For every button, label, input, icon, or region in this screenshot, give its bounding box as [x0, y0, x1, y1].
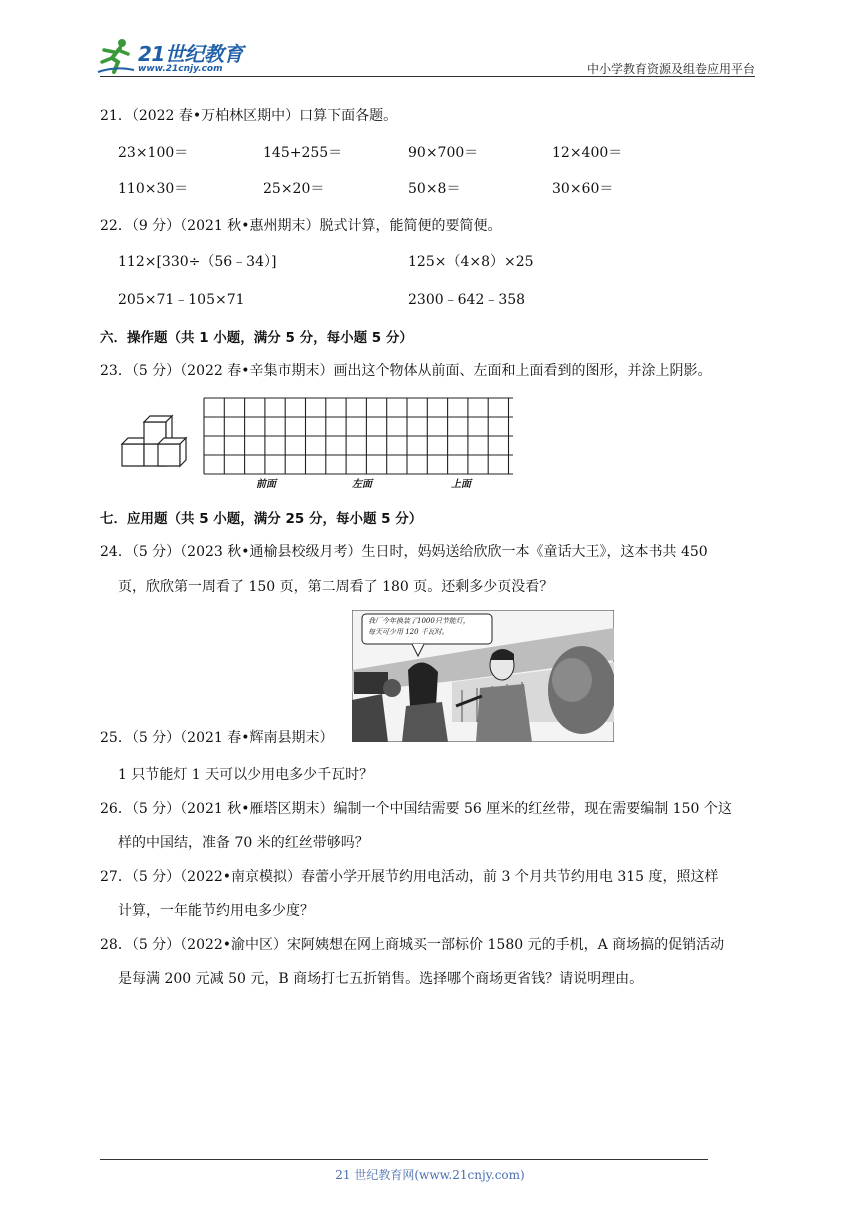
q22-item: 2300﹣642﹣358: [408, 292, 526, 308]
footer-divider: [100, 1159, 708, 1160]
q23-title: 23．（5 分）（2022 春•辛集市期末）画出这个物体从前面、左面和上面看到的图形，并涂上阴影。: [100, 363, 712, 379]
q27-line1: 27．（5 分）（2022•南京模拟）春蕾小学开展节约用电活动，前 3 个月共节约用电 315 度，照这样: [100, 869, 719, 885]
q21-item: 90×700＝: [408, 145, 479, 161]
q21-item: 50×8＝: [408, 181, 461, 197]
q26-line1: 26．（5 分）（2021 秋•雁塔区期末）编制一个中国结需要 56 厘米的红丝带，现在需要编制 150 个这: [100, 801, 732, 817]
q24-line1: 24．（5 分）（2023 秋•通榆县校级月考）生日时，妈妈送给欣欣一本《童话大王》，这本书共 450: [100, 544, 708, 560]
q25-illustration: [352, 610, 614, 742]
q27-line2: 计算，一年能节约用电多少度？: [118, 903, 314, 919]
q21-item: 23×100＝: [118, 145, 189, 161]
grid-label-front: 前面: [256, 479, 276, 490]
q21-item: 145+255＝: [263, 145, 343, 161]
grid-label-top: 上面: [451, 479, 471, 490]
section-6-heading: 六．操作题（共 1 小题，满分 5 分，每小题 5 分）: [100, 330, 413, 346]
q21-title: 21．（2022 春•万柏林区期中）口算下面各题。: [100, 108, 398, 124]
site-logo: [96, 34, 266, 78]
cube-stack-icon: [122, 416, 186, 466]
q22-title: 22．（9 分）（2021 秋•惠州期末）脱式计算，能简便的要简便。: [100, 218, 502, 234]
q25-question: 1 只节能灯 1 天可以少用电多少千瓦时？: [118, 767, 374, 783]
grid-label-left: 左面: [352, 479, 372, 490]
q21-item: 30×60＝: [552, 181, 614, 197]
footer-text: 21 世纪教育网(www.21cnjy.com): [335, 1168, 525, 1182]
header-platform-name: 中小学教育资源及组卷应用平台: [586, 62, 755, 76]
q28-line1: 28．（5 分）（2022•渝中区）宋阿姨想在网上商城买一部标价 1580 元的手机，A 商场搞的促销活动: [100, 937, 725, 953]
q22-item: 125×（4×8）×25: [408, 254, 534, 270]
q25-title: 25．（5 分）（2021 春•辉南县期末）: [100, 730, 334, 746]
q21-item: 25×20＝: [263, 181, 325, 197]
q21-item: 12×400＝: [552, 145, 623, 161]
answer-grid: [204, 398, 513, 474]
runner-logo-icon: [96, 36, 136, 76]
logo-url: www.21cnjy.com: [138, 64, 223, 74]
q28-line2: 是每满 200 元减 50 元，B 商场打七五折销售。选择哪个商场更省钱？请说明理由。: [118, 971, 644, 987]
speech-line1: 我厂今年换装了1000只节能灯，: [368, 617, 470, 625]
q26-line2: 样的中国结，准备 70 米的红丝带够吗？: [118, 835, 369, 851]
q24-line2: 页，欣欣第一周看了 150 页，第二周看了 180 页。还剩多少页没看？: [118, 579, 554, 595]
speech-line2: 每天可少用 120 千瓦时。: [368, 628, 449, 636]
logo-text: 21世纪教育: [138, 42, 243, 66]
q21-item: 110×30＝: [118, 181, 189, 197]
q22-item: 112×[330÷（56﹣34）]: [118, 254, 277, 270]
header-divider: [100, 76, 755, 77]
q22-item: 205×71﹣105×71: [118, 292, 245, 308]
section-7-heading: 七．应用题（共 5 小题，满分 25 分，每小题 5 分）: [100, 511, 423, 527]
